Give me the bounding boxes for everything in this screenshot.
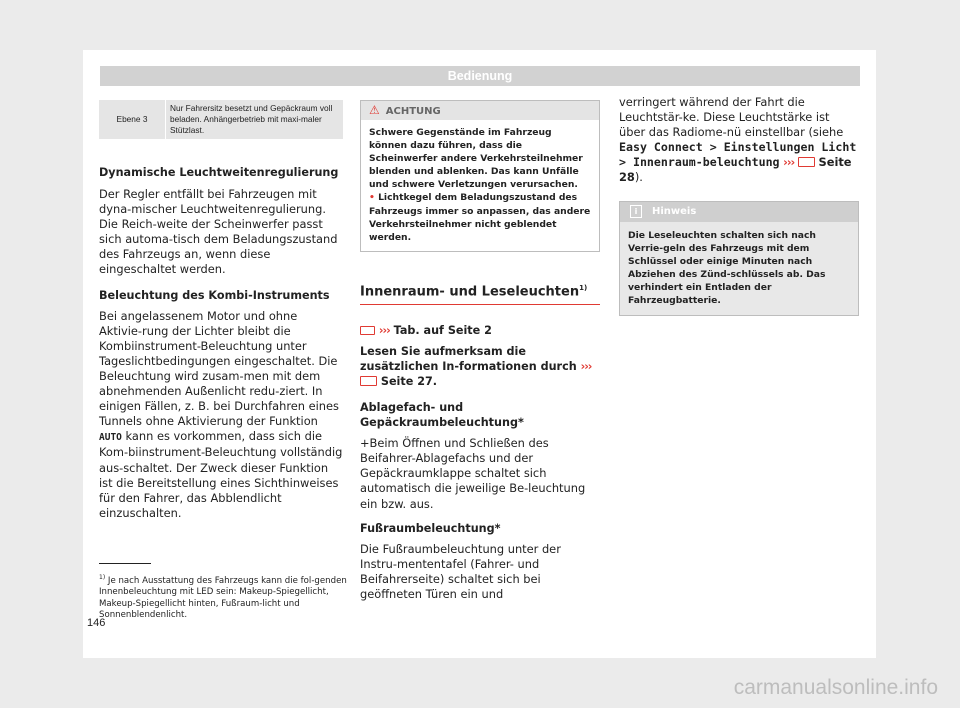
read-notice xyxy=(360,344,600,389)
column-right xyxy=(619,95,859,316)
note-body: Die Leseleuchten schalten sich nach Verrie-geln des Fahrzeugs mit dem Schlüssel oder einige Minuten nach Abziehen des Zünd-schlüssels ab. Das verhindert ein Entladen der Fahrzeugbatterie. xyxy=(628,229,826,306)
warning-bullet xyxy=(369,191,591,243)
heading-storage-lighting: Ablagefach- und Gepäckraumbeleuchtung* xyxy=(360,401,524,430)
paragraph-brightness xyxy=(619,95,859,186)
heading-footwell-lighting: Fußraumbeleuchtung* xyxy=(360,521,501,535)
page-28-link[interactable]: Seite 28 xyxy=(619,155,852,185)
footnote-text: Je nach Ausstattung des Fahrzeugs kann die fol-genden Innenbeleuchtung mit LED sein: Makeup-Spiegellicht, Makeup-Spiegellicht hinten, Fußraum-licht und Sonnenblendenlicht. xyxy=(99,575,347,621)
column-middle xyxy=(360,100,600,602)
level-description-cell: Nur Fahrersitz besetzt und Gepäckraum voll beladen. Anhängerbetrieb mit maxi-maler Stützlast. xyxy=(170,103,333,135)
page-header: Bedienung xyxy=(100,66,860,86)
brightness-text: verringert während der Fahrt die Leuchtstär-ke. Diese Leuchtstärke ist über das Radiome-nü einstellbar (siehe xyxy=(619,95,844,140)
warning-header xyxy=(361,101,599,120)
table-row xyxy=(99,100,343,139)
arrows-icon: ››› xyxy=(783,155,795,170)
warning-title: ACHTUNG xyxy=(385,106,441,117)
level-cell: Ebene 3 xyxy=(99,100,166,139)
warning-text: Schwere Gegenstände im Fahrzeug können dazu führen, dass die Scheinwerfer andere Verkehrsteilnehmer blenden und ablenken. Das kann Unfälle und schwere Verletzungen verursachen. xyxy=(369,127,583,191)
arrows-icon: ››› xyxy=(378,324,390,338)
page-number: 146 xyxy=(87,617,106,629)
note-title: Hinweis xyxy=(652,205,697,217)
menu-path: Easy Connect > Einstellungen Licht > Innenraum-beleuchtung xyxy=(619,140,857,170)
tab-reference-link[interactable]: Tab. auf Seite 2 xyxy=(393,324,492,338)
bullet-icon: • xyxy=(369,192,375,204)
auto-symbol: AUTO xyxy=(99,432,122,444)
info-icon: i xyxy=(630,205,642,218)
warning-bullet-text: Lichtkegel dem Beladungszustand des Fahrzeugs immer so anpassen, das andere Verkehrsteilnehmer nicht geblendet werden. xyxy=(369,192,591,243)
footnote-marker: 1) xyxy=(579,283,588,292)
paragraph-part-1: Bei angelassenem Motor und ohne Aktivie-rung der Lichter bleibt die Kombiinstrument-Beleuchtung unter Tageslichtbedingungen eingeschaltet. Die Beleuchtung wird zusam-men mit dem abnehmenden Außenlicht redu-ziert. In einigen Fällen, z. B. bei Durchfahren eines Tunnels ohne Aktivierung der Funktion xyxy=(99,308,339,429)
note-header xyxy=(620,202,858,222)
warning-triangle-icon: ⚠ xyxy=(369,103,380,117)
footnote-divider xyxy=(99,563,151,564)
heading-dynamic-leveling: Dynamische Leuchtweitenregulierung xyxy=(99,166,339,179)
paragraph-footwell-lighting: Die Fußraumbeleuchtung unter der Instru-mententafel (Fahrer- und Beifahrerseite) schaltet sich bei geöffneten Türen ein und xyxy=(360,541,561,601)
section-title: Innenraum- und Leseleuchten xyxy=(360,284,580,300)
paragraph-storage-lighting: +Beim Öffnen und Schließen des Beifahrer-Ablagefachs und der Gepäckraumklappe schaltet sich automatisch die jeweilige Be-leuchtung ein bzw. aus. xyxy=(360,436,586,511)
footnote-mark: 1) xyxy=(99,574,106,581)
note-box xyxy=(619,201,859,316)
arrows-icon: ››› xyxy=(580,360,592,374)
paragraph-dynamic-leveling: Der Regler entfällt bei Fahrzeugen mit dyna-mischer Leuchtweitenregulierung. Die Reich-weite der Scheinwerfer passt sich automa-tisch dem Beladungszustand des Fahrzeugs an, wenn diese eingeschaltet werden. xyxy=(99,187,338,277)
warning-box xyxy=(360,100,600,252)
paragraph-instrument-lighting xyxy=(99,309,343,521)
heading-instrument-lighting: Beleuchtung des Kombi-Instruments xyxy=(99,288,330,302)
watermark: carmanualsonline.info xyxy=(733,676,938,699)
book-icon xyxy=(360,376,377,386)
column-left xyxy=(99,100,343,521)
warning-body xyxy=(361,120,599,251)
level-table xyxy=(99,100,343,139)
car-icon xyxy=(360,326,375,335)
paragraph-part-2: kann es vorkommen, dass sich die Kom-biinstrument-Beleuchtung vollständig aus-schaltet. Der Zweck dieser Funktion ist die Bereitstellung eines Sichthinweises für den Fahrer, das Abblendlicht einzuschalten. xyxy=(99,429,343,520)
footnote xyxy=(99,572,347,622)
book-icon xyxy=(798,157,815,167)
closing-paren: ). xyxy=(634,170,643,185)
page-27-link[interactable]: Seite 27 xyxy=(380,375,433,389)
tab-reference xyxy=(360,323,600,338)
period: . xyxy=(432,375,438,389)
read-notice-text: Lesen Sie aufmerksam die zusätzlichen In-formationen durch xyxy=(360,345,577,374)
section-heading-interior-lights xyxy=(360,284,600,305)
